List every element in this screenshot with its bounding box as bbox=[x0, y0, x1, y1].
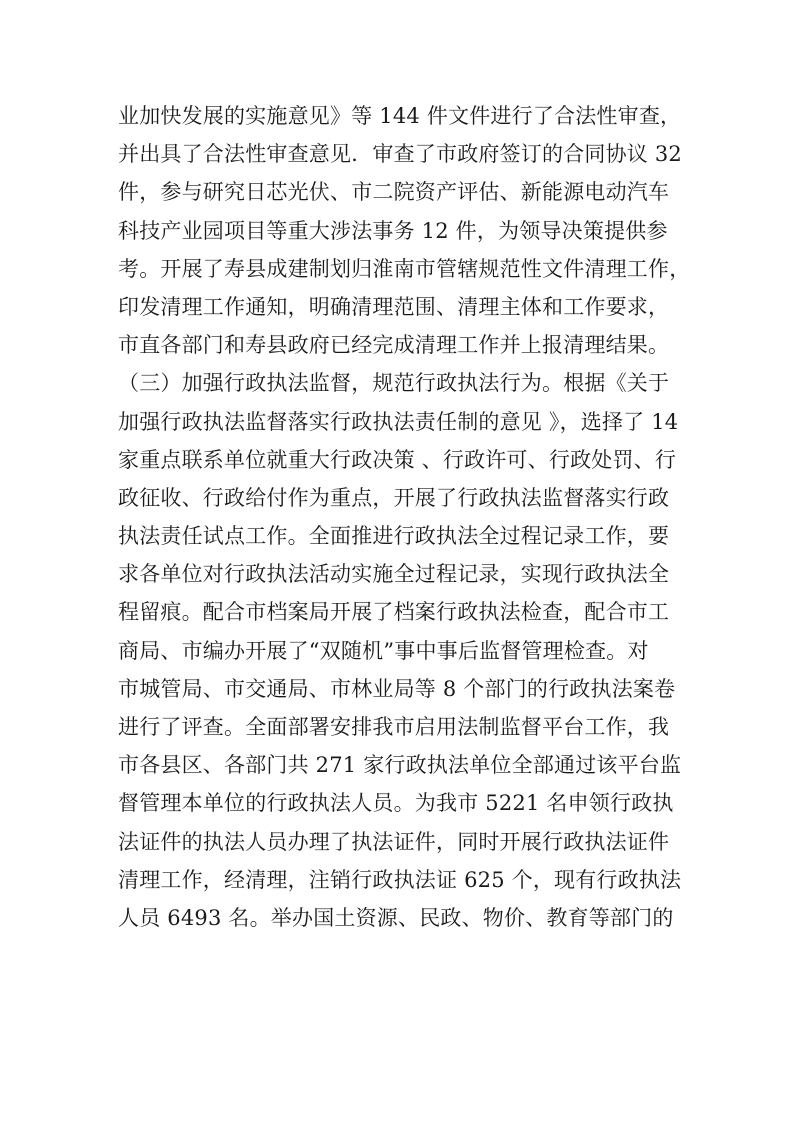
text-line-21: 清理工作，经清理，注销行政执法证 625 个，现有行政执法 bbox=[118, 867, 682, 892]
text-line-2: 并出具了合法性审查意见．审查了市政府签订的合同协议 32 bbox=[118, 142, 682, 167]
text-line-9: 加强行政执法监督落实行政执法责任制的意见 》，选择了 14 bbox=[118, 409, 679, 434]
text-line-14: 程留痕。配合市档案局开展了档案行政执法检查，配合市工 bbox=[118, 600, 670, 625]
text-line-20: 法证件的执法人员办理了执法证件，同时开展行政执法证件 bbox=[118, 829, 670, 854]
text-line-17: 进行了评查。全面部署安排我市启用法制监督平台工作，我 bbox=[118, 715, 670, 739]
text-line-1: 业加快发展的实施意见》等 144 件文件进行了合法性审查， bbox=[118, 104, 682, 128]
body-text bbox=[118, 97, 691, 937]
text-line-5: 考。开展了寿县成建制划归淮南市管辖规范性文件清理工作， bbox=[118, 256, 691, 281]
text-line-15: 商局、市编办开展了“双随机”事中事后监督管理检查。对 bbox=[118, 638, 649, 663]
text-line-6: 印发清理工作通知，明确清理范围、清理主体和工作要求， bbox=[118, 294, 670, 319]
text-line-19: 督管理本单位的行政执法人员。为我市 5221 名申领行政执 bbox=[118, 791, 674, 816]
text-line-12: 执法责任试点工作。全面推进行政执法全过程记录工作，要 bbox=[118, 524, 670, 549]
text-line-7: 市直各部门和寿县政府已经完成清理工作并上报清理结果。 bbox=[118, 333, 670, 358]
text-line-3: 件，参与研究日芯光伏、市二院资产评估、新能源电动汽车 bbox=[118, 180, 670, 205]
text-line-4: 科技产业园项目等重大涉法事务 12 件，为领导决策提供参 bbox=[118, 218, 668, 243]
text-line-10: 家重点联系单位就重大行政决策 、行政许可、行政处罚、行 bbox=[118, 447, 677, 472]
text-line-16: 市城管局、市交通局、市林业局等 8 个部门的行政执法案卷 bbox=[118, 676, 676, 701]
text-line-11: 政征收、行政给付作为重点，开展了行政执法监督落实行政 bbox=[118, 485, 670, 510]
text-line-18: 市各县区、各部门共 271 家行政执法单位全部通过该平台监 bbox=[118, 753, 682, 778]
text-line-13: 求各单位对行政执法活动实施全过程记录，实现行政执法全 bbox=[118, 562, 670, 587]
text-line-22: 人员 6493 名。举办国土资源、民政、物价、教育等部门的 bbox=[118, 905, 674, 930]
section-heading-line: （三）加强行政执法监督，规范行政执法行为。根据《关于 bbox=[118, 371, 670, 396]
